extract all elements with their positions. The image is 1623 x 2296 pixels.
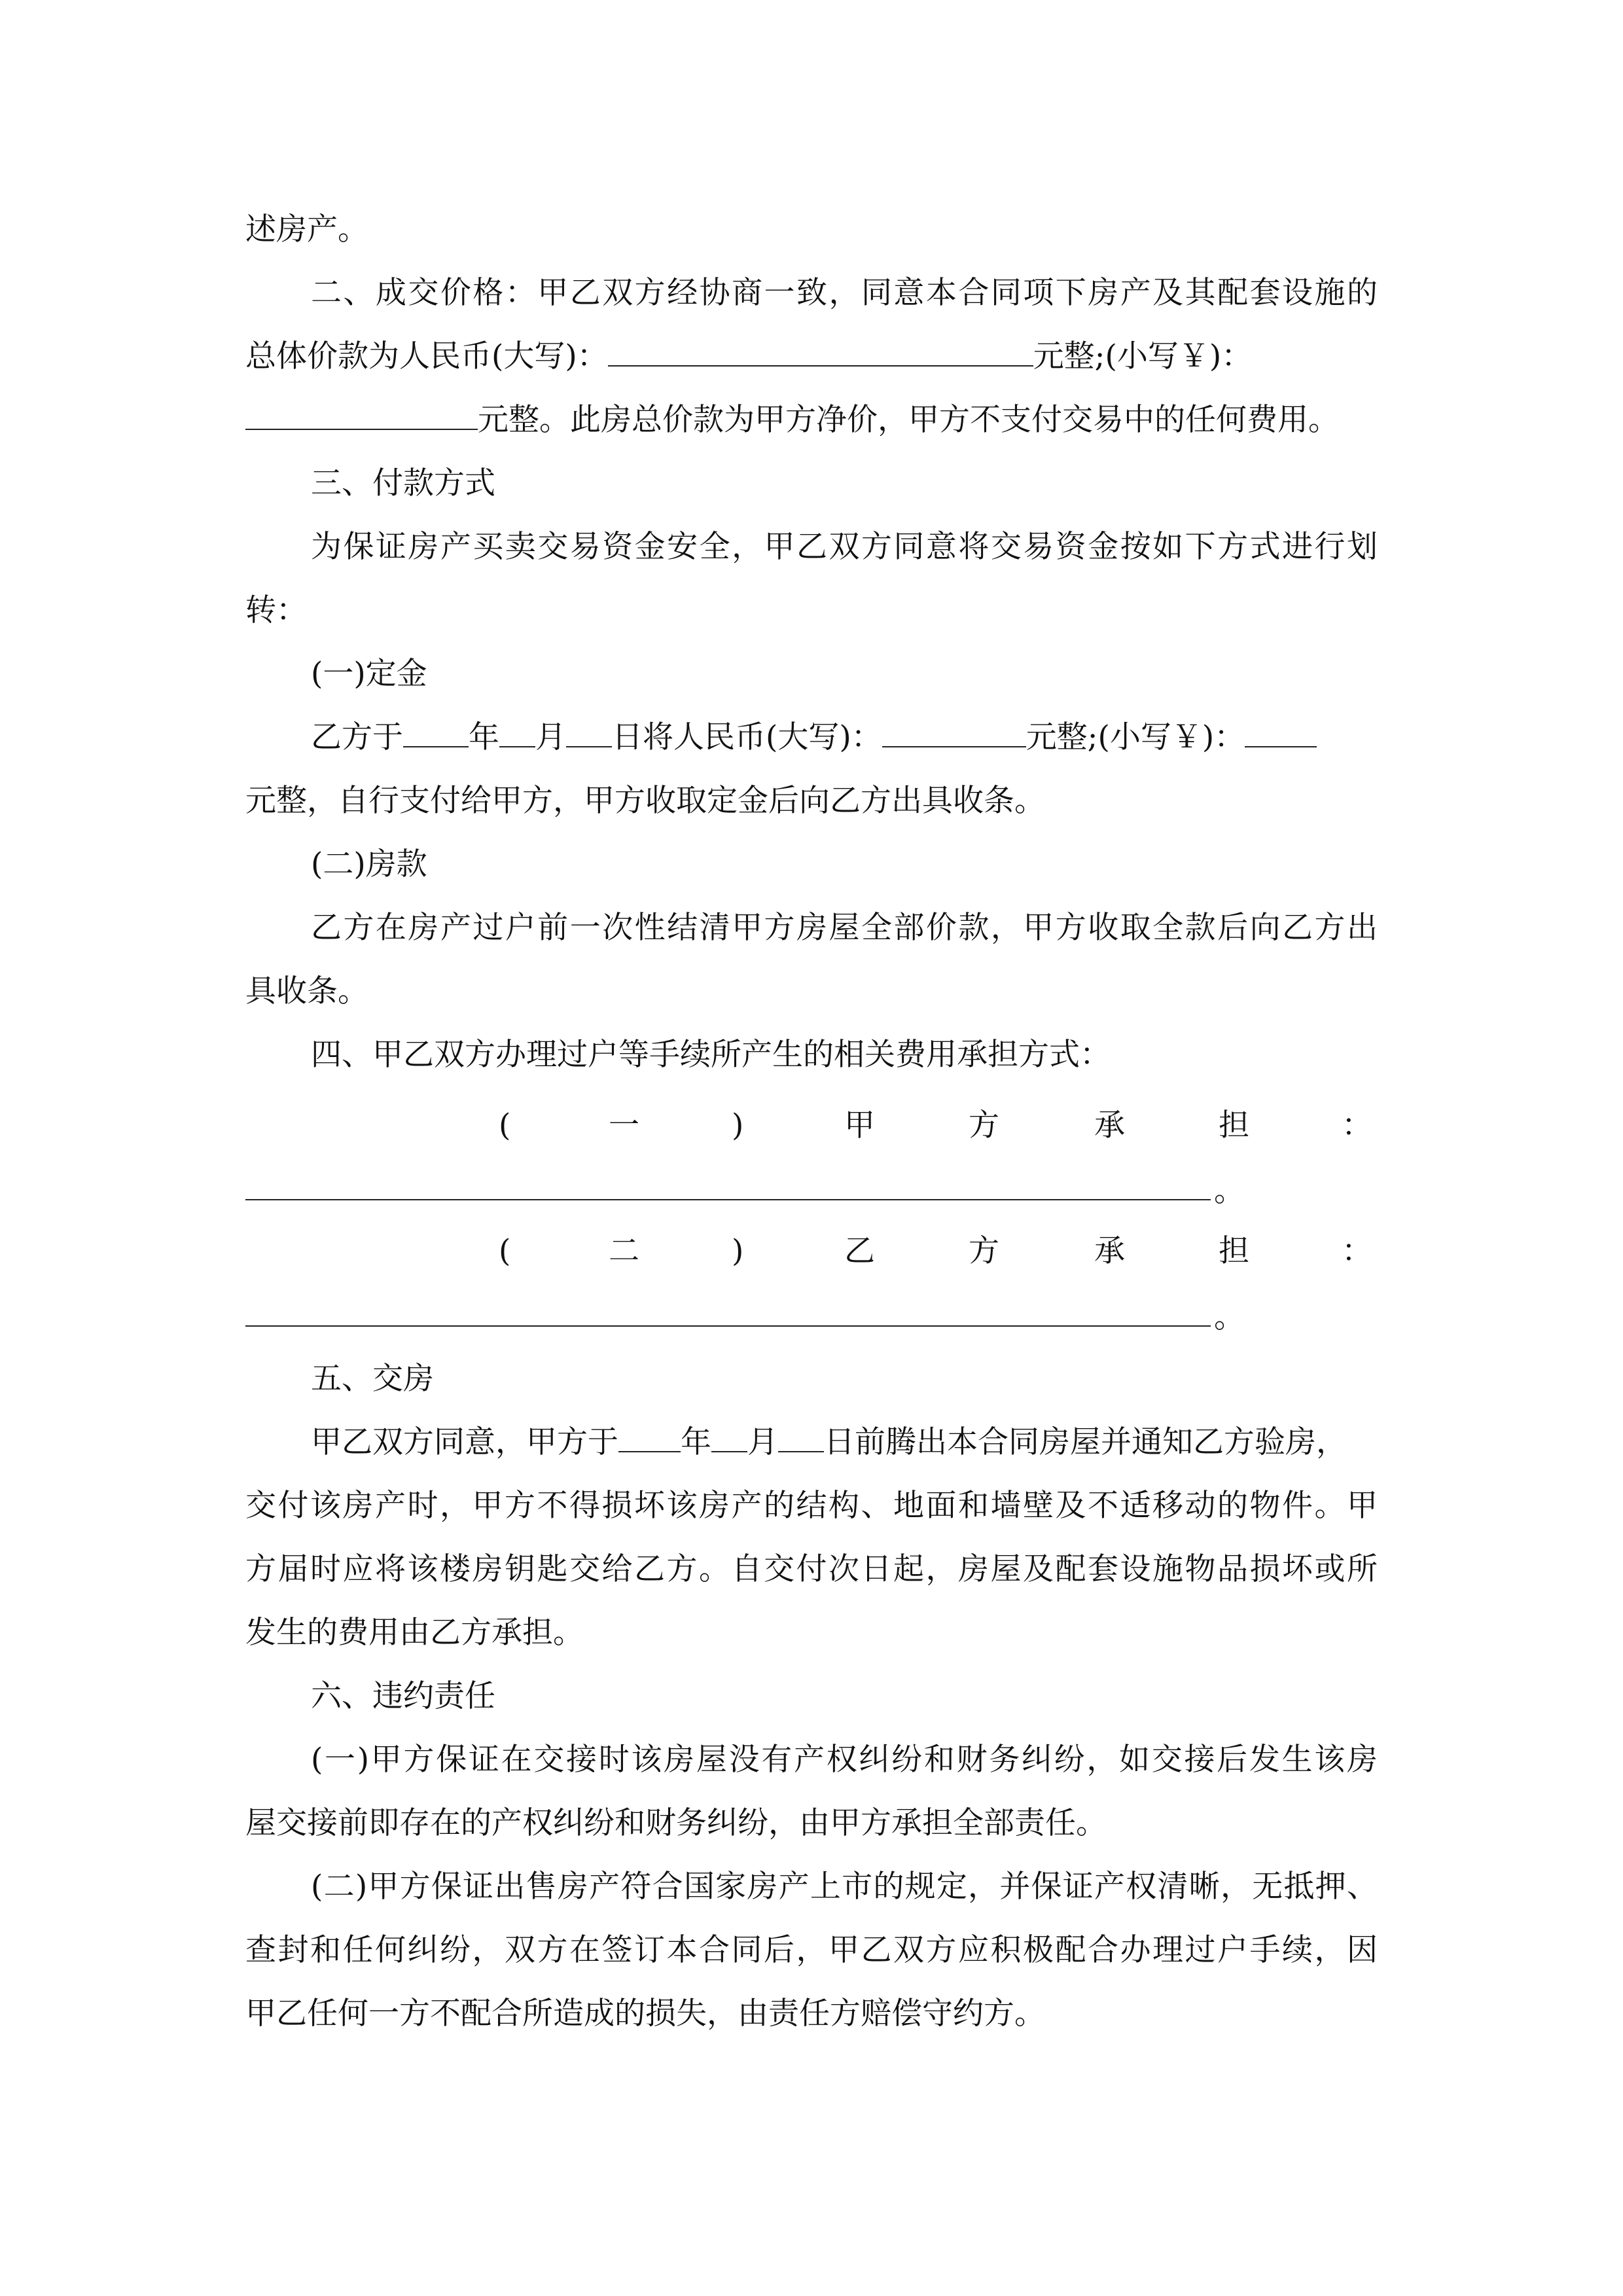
text-run: 月 [535, 719, 566, 755]
fill-blank-year [403, 707, 469, 747]
subsection-heading: (一)定金 [311, 656, 427, 692]
paragraph-line: 交付该房产时，甲方不得损坏该房产的结构、地面和墙壁及不适移动的物件。甲 [245, 1488, 1378, 1524]
text-run: 年 [681, 1424, 711, 1460]
fill-blank-month [711, 1412, 747, 1452]
char: 。 [1214, 1173, 1245, 1209]
text-run: 日将人民币(大写)： [612, 719, 882, 755]
section-heading: 三、付款方式 [311, 465, 495, 501]
fill-blank-party-a-fees [245, 1199, 1211, 1200]
char: ( [499, 1107, 511, 1143]
char: 甲 [844, 1107, 875, 1143]
text-run: 元整;(小写￥)： [1033, 338, 1253, 374]
paragraph-line [245, 388, 1378, 452]
fill-blank-month [499, 707, 535, 747]
text-run: 元整。此房总价款为甲方净价，甲方不支付交易中的任何费用。 [478, 402, 1339, 438]
text-run: 日前腾出本合同房屋并通知乙方验房， [824, 1424, 1347, 1460]
paragraph-line: 二、成交价格：甲乙双方经协商一致，同意本合同项下房产及其配套设施的 [311, 275, 1378, 311]
char: 承 [1094, 1107, 1125, 1143]
char: 。 [1214, 1299, 1245, 1335]
char: ) [732, 1233, 744, 1269]
char: 担 [1219, 1107, 1249, 1143]
char: 一 [609, 1107, 639, 1143]
paragraph-line: 元整，自行支付给甲方，甲方收取定金后向乙方出具收条。 [245, 783, 1045, 819]
char: ) [732, 1107, 744, 1143]
text-run: 年 [469, 719, 499, 755]
section-heading: 六、违约责任 [311, 1678, 495, 1714]
paragraph-line [245, 325, 1378, 389]
paragraph-line: 甲乙任何一方不配合所造成的损失，由责任方赔偿守约方。 [245, 1996, 1045, 2032]
paragraph-line: 查封和任何纠纷，双方在签订本合同后，甲乙双方应积极配合办理过户手续，因 [245, 1932, 1378, 1968]
char: 承 [1094, 1233, 1125, 1269]
fill-blank-day [566, 707, 612, 747]
section-heading: 五、交房 [311, 1361, 434, 1397]
paragraph-line: 转： [245, 592, 307, 628]
char: 担 [1219, 1233, 1249, 1269]
fill-blank-day [778, 1412, 824, 1452]
text-run: 总体价款为人民币(大写)： [245, 338, 608, 374]
char: 乙 [844, 1233, 875, 1269]
char: 二 [609, 1233, 639, 1269]
section-heading: 四、甲乙双方办理过户等手续所产生的相关费用承担方式： [311, 1037, 1111, 1073]
text-run: 元整;(小写￥)： [1026, 719, 1245, 755]
fill-blank-total-price-words [608, 326, 1033, 367]
paragraph-line: 发生的费用由乙方承担。 [245, 1615, 584, 1651]
fill-blank-party-b-fees [245, 1325, 1211, 1327]
paragraph-line: 具收条。 [245, 973, 368, 1009]
fill-blank-deposit-words [882, 707, 1026, 747]
paragraph-line: 乙方在房产过户前一次性结清甲方房屋全部价款，甲方收取全款后向乙方出 [311, 910, 1378, 946]
paragraph-line: 屋交接前即存在的产权纠纷和财务纠纷，由甲方承担全部责任。 [245, 1805, 1107, 1841]
paragraph-line [311, 706, 1378, 770]
fill-blank-deposit-figures [1245, 707, 1317, 747]
paragraph-line: 为保证房产买卖交易资金安全，甲乙双方同意将交易资金按如下方式进行划 [311, 529, 1378, 565]
text-run: 甲乙双方同意，甲方于 [311, 1424, 618, 1460]
char: ： [1342, 1107, 1372, 1143]
paragraph-line: (一)甲方保证在交接时该房屋没有产权纠纷和财务纠纷，如交接后发生该房 [311, 1742, 1378, 1778]
paragraph-line: (二)甲方保证出售房产符合国家房产上市的规定，并保证产权清晰，无抵押、 [311, 1869, 1378, 1905]
paragraph-line: 述房产。 [245, 211, 368, 247]
text-run: 月 [747, 1424, 778, 1460]
paragraph-line [311, 1410, 1378, 1475]
char: ( [499, 1233, 511, 1269]
char: 方 [969, 1233, 999, 1269]
fill-blank-total-price-figures [245, 389, 478, 430]
fill-blank-year [618, 1412, 681, 1452]
char: ： [1342, 1233, 1372, 1269]
subsection-heading: (二)房款 [311, 846, 427, 882]
text-run: 乙方于 [311, 719, 403, 755]
char: 方 [969, 1107, 999, 1143]
paragraph-line: 方届时应将该楼房钥匙交给乙方。自交付次日起，房屋及配套设施物品损坏或所 [245, 1551, 1378, 1587]
